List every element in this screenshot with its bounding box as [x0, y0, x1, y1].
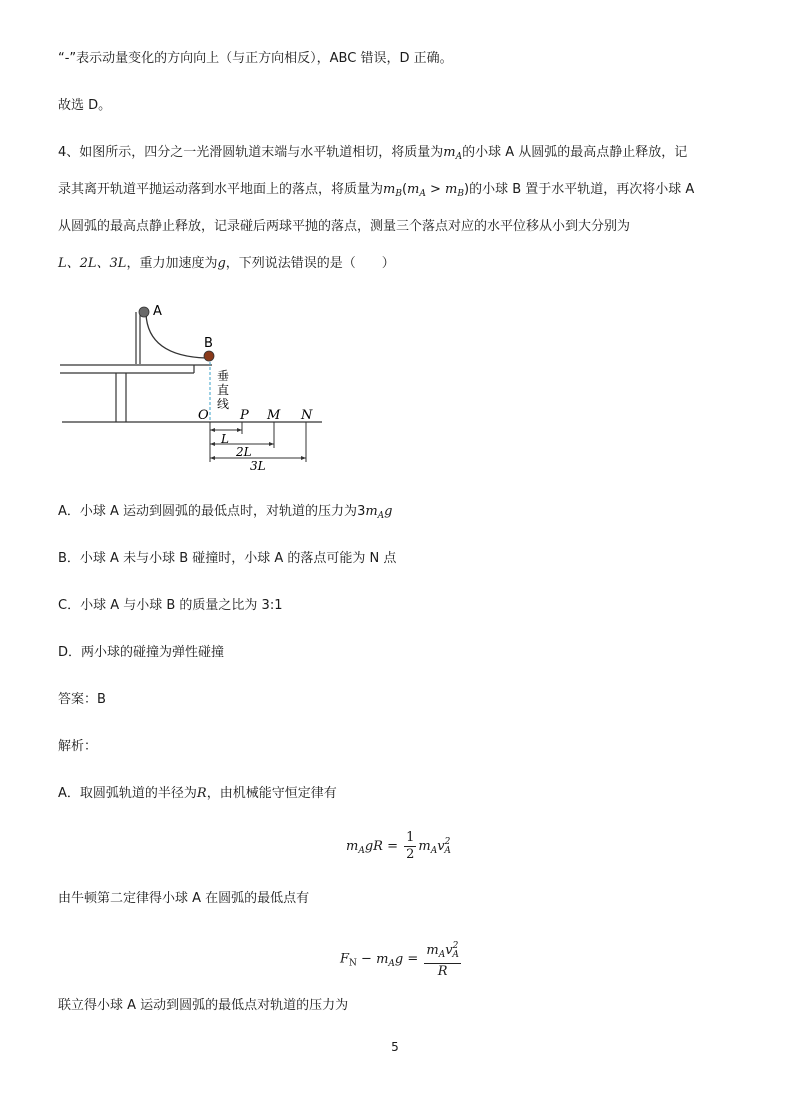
label-m: M [267, 408, 281, 423]
quarter-arc-track [146, 314, 206, 358]
label-dim-3l: 3L [250, 459, 266, 473]
label-a: A [153, 304, 162, 319]
question-line-1: 4、如图所示，四分之一光滑圆轨道末端与水平轨道相切，将质量为$m_A$的小球 A 从圆弧的最高点静止释放，记 [58, 145, 688, 162]
text-line-choice: 故选 D。 [58, 98, 112, 113]
question-line-2: 录其离开轨道平抛运动落到水平地面上的落点，将质量为$m_B(m_A > m_B)$的小球 B 置于水平轨道，再次将小球 A [58, 182, 695, 199]
equation-energy: $m_AgR$ = $\frac{1}{2}$ $m_Av^2_A$ [346, 830, 451, 862]
ball-a [139, 307, 149, 317]
page-number: 5 [391, 1040, 399, 1054]
answer: 答案：B [58, 692, 106, 707]
label-o: O [198, 408, 209, 423]
label-b: B [204, 336, 213, 351]
label-dim-l: L [221, 432, 229, 446]
track-diagram [60, 298, 330, 473]
label-vertical-1: 垂 [217, 369, 230, 383]
option-a: A．小球 A 运动到圆弧的最低点时，对轨道的压力为$3m_Ag$ [58, 504, 393, 521]
question-line-4: L、2L、3L，重力加速度为g，下列说法错误的是（ ） [58, 256, 395, 271]
joint-line: 联立得小球 A 运动到圆弧的最低点对轨道的压力为 [58, 998, 349, 1013]
label-n: N [301, 408, 313, 423]
ball-b [204, 351, 214, 361]
newton-line: 由牛顿第二定律得小球 A 在圆弧的最低点有 [58, 891, 310, 906]
option-b: B．小球 A 未与小球 B 碰撞时，小球 A 的落点可能为 N 点 [58, 551, 397, 566]
label-vertical-3: 线 [217, 397, 230, 411]
label-p: P [240, 408, 249, 423]
label-dim-2l: 2L [236, 445, 252, 459]
equation-newton: $F_N - m_Ag$ = $\frac{m_Av^2_A}{R}$ [340, 938, 463, 980]
question-line-3: 从圆弧的最高点静止释放，记录碰后两球平抛的落点，测量三个落点对应的水平位移从小到大分别为 [58, 219, 631, 234]
option-d: D．两小球的碰撞为弹性碰撞 [58, 645, 225, 660]
text-line-conclusion: “-”表示动量变化的方向向上（与正方向相反），ABC 错误，D 正确。 [58, 51, 453, 66]
analysis-heading: 解析： [58, 739, 98, 754]
label-vertical-2: 直 [217, 383, 230, 397]
analysis-a: A．取圆弧轨道的半径为R，由机械能守恒定律有 [58, 786, 337, 801]
option-c: C．小球 A 与小球 B 的质量之比为 3:1 [58, 598, 283, 613]
